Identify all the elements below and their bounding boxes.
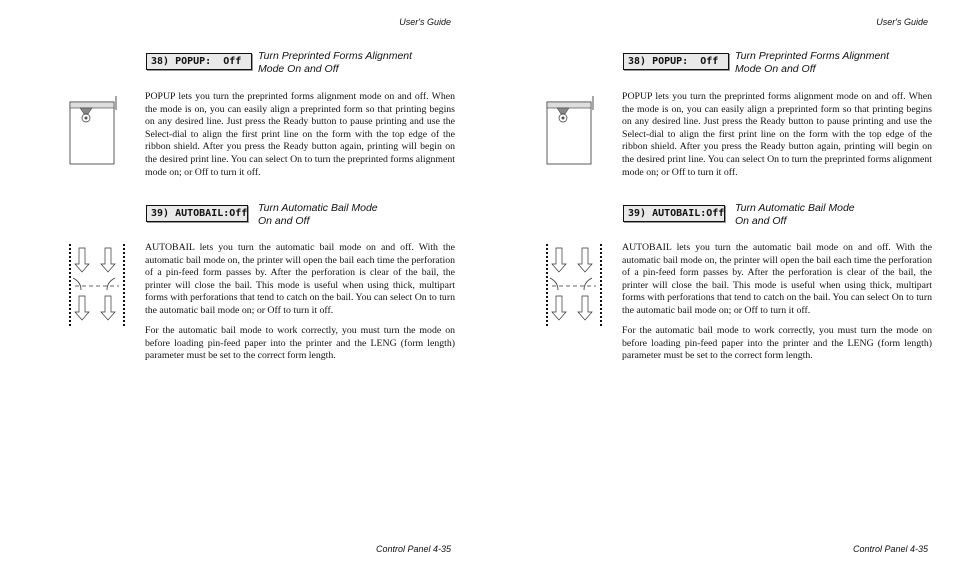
automatic-bail-illustration-icon [544, 242, 606, 328]
autobail-section-title [258, 202, 458, 228]
popup-lcd-display: 38) POPUP: Off [146, 53, 252, 70]
page-header: User's Guide [399, 17, 451, 27]
autobail-title-line-2: On and Off [258, 215, 310, 227]
forms-alignment-illustration-icon [545, 96, 599, 166]
popup-description: POPUP lets you turn the preprinted forms alignment mode on and off. When the mode is on, you can easily align a preprinted form so that printing begins on any desired line. Just press the Ready button to pause printing and use the Select-dial to align the first print line on the form with the top edge of the ribbon shield. After you press the Ready button again, printing will begin on the desired print line. You can select On to turn the preprinted forms alignment mode on; or Off to turn it off. [622, 91, 932, 178]
popup-title-line-1: Turn Preprinted Forms Alignment [258, 50, 413, 62]
autobail-title-line-1: Turn Automatic Bail Mode [735, 202, 855, 214]
popup-section-title [735, 50, 935, 76]
page-header: User's Guide [876, 17, 928, 27]
autobail-description: AUTOBAIL lets you turn the automatic bail mode on and off. With the automatic bail mode on, the printer will open the bail each time the perforation of a pin-feed form passes by. After the perforation is clear of the bail, the printer will close the bail. This mode is useful when using thick, multipart forms with perforations that tend to catch on the bail. You can select On to turn the automatic bail mode on; or Off to turn it off. [145, 242, 455, 316]
popup-title-line-1: Turn Preprinted Forms Alignment [735, 50, 890, 62]
autobail-description: AUTOBAIL lets you turn the automatic bail mode on and off. With the automatic bail mode on, the printer will open the bail each time the perforation of a pin-feed form passes by. After the perforation is clear of the bail, the printer will close the bail. This mode is useful when using thick, multipart forms with perforations that tend to catch on the bail. You can select On to turn the automatic bail mode on; or Off to turn it off. [622, 242, 932, 316]
forms-alignment-illustration-icon [68, 96, 122, 166]
popup-description: POPUP lets you turn the preprinted forms alignment mode on and off. When the mode is on, you can easily align a preprinted form so that printing begins on any desired line. Just press the Ready button to pause printing and use the Select-dial to align the first print line on the form with the top edge of the ribbon shield. After you press the Ready button again, printing will begin on the desired print line. You can select On to turn the preprinted forms alignment mode on; or Off to turn it off. [145, 91, 455, 178]
autobail-title-line-2: On and Off [735, 215, 787, 227]
autobail-section-title [735, 202, 935, 228]
popup-section-title [258, 50, 458, 76]
popup-title-line-2: Mode On and Off [258, 63, 339, 75]
popup-title-line-2: Mode On and Off [735, 63, 816, 75]
autobail-lcd-display: 39) AUTOBAIL:Off [623, 205, 725, 222]
right-page [477, 0, 954, 580]
automatic-bail-illustration-icon [67, 242, 129, 328]
popup-lcd-display: 38) POPUP: Off [623, 53, 729, 70]
autobail-lcd-display: 39) AUTOBAIL:Off [146, 205, 248, 222]
autobail-note: For the automatic bail mode to work correctly, you must turn the mode on before loading pin-feed paper into the printer and the LENG (form length) parameter must be set to the correct form length. [145, 325, 455, 362]
autobail-title-line-1: Turn Automatic Bail Mode [258, 202, 378, 214]
page-footer: Control Panel 4-35 [852, 544, 928, 554]
autobail-note: For the automatic bail mode to work correctly, you must turn the mode on before loading pin-feed paper into the printer and the LENG (form length) parameter must be set to the correct form length. [622, 325, 932, 362]
page-footer: Control Panel 4-35 [375, 544, 451, 554]
